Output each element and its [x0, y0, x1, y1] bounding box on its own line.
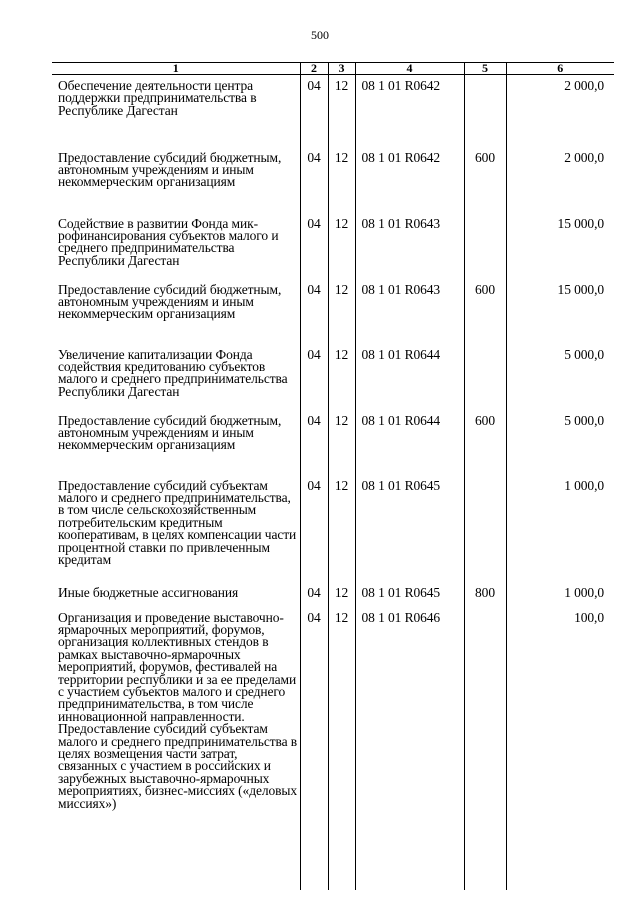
row-section: 04	[300, 582, 328, 607]
empty-cell	[355, 852, 464, 890]
row-amount: 1 000,0	[506, 475, 614, 582]
row-target-article: 08 1 01 R0643	[355, 279, 464, 344]
header-col-4: 4	[355, 63, 464, 75]
row-name: Иные бюджетные ассигнования	[58, 584, 239, 600]
header-col-3: 3	[328, 63, 355, 75]
row-expense-type	[464, 75, 506, 147]
row-section: 04	[300, 410, 328, 475]
row-target-article: 08 1 01 R0646	[355, 607, 464, 852]
row-section: 04	[300, 75, 328, 147]
empty-cell	[464, 852, 506, 890]
header-col-2: 2	[300, 63, 328, 75]
row-subsection: 12	[328, 279, 355, 344]
table-row	[52, 75, 614, 147]
row-name: Содействие в развитии Фонда микрофинансирования субъектов малого и среднего предпринимательства Республики Дагестан	[58, 215, 279, 268]
header-col-6: 6	[506, 63, 614, 75]
budget-table	[52, 62, 614, 890]
table-row	[52, 475, 614, 582]
row-subsection: 12	[328, 213, 355, 279]
row-expense-type	[464, 213, 506, 279]
table-row	[52, 279, 614, 344]
row-subsection: 12	[328, 75, 355, 147]
table-row	[52, 147, 614, 213]
page-number: 500	[311, 28, 329, 42]
row-section: 04	[300, 279, 328, 344]
row-amount: 5 000,0	[506, 410, 614, 475]
row-expense-type	[464, 344, 506, 410]
row-section: 04	[300, 607, 328, 852]
row-amount: 5 000,0	[506, 344, 614, 410]
row-target-article: 08 1 01 R0645	[355, 475, 464, 582]
row-target-article: 08 1 01 R0642	[355, 75, 464, 147]
row-amount: 100,0	[506, 607, 614, 852]
row-section: 04	[300, 475, 328, 582]
table-header-row	[52, 63, 614, 75]
row-expense-type	[464, 607, 506, 852]
table-row	[52, 607, 614, 852]
row-amount: 1 000,0	[506, 582, 614, 607]
row-amount: 15 000,0	[506, 279, 614, 344]
row-section: 04	[300, 147, 328, 213]
row-amount: 2 000,0	[506, 147, 614, 213]
row-amount: 2 000,0	[506, 75, 614, 147]
row-target-article: 08 1 01 R0642	[355, 147, 464, 213]
row-section: 04	[300, 213, 328, 279]
empty-cell	[300, 852, 328, 890]
row-expense-type: 600	[464, 279, 506, 344]
row-subsection: 12	[328, 147, 355, 213]
row-subsection: 12	[328, 475, 355, 582]
table-row	[52, 410, 614, 475]
row-target-article: 08 1 01 R0644	[355, 410, 464, 475]
row-subsection: 12	[328, 607, 355, 852]
row-name: Предоставление субсидий бюджетным, автономным учреждениям и иным некоммерческим организациям	[58, 149, 282, 190]
row-expense-type	[464, 475, 506, 582]
row-amount: 15 000,0	[506, 213, 614, 279]
header-col-5: 5	[464, 63, 506, 75]
empty-cell	[52, 852, 300, 890]
row-name: Предоставление субсидий бюджетным, автономным учреждениям и иным некоммерческим организациям	[58, 281, 282, 322]
table-row	[52, 213, 614, 279]
table-row	[52, 344, 614, 410]
row-name: Организация и проведение выставочно-ярмарочных мероприятий, форумов, организация коллективных стендов в рамках выставочно-ярмарочных мероприятий, форумов, фестивалей на территории республики и за ее пределами с участием субъектов малого и среднего предпринимательства, в том числе инновационной направленности. Предоставление субсидий субъектам малого и среднего предпринимательства в целях возмещения части затрат, связанных с участием в российских и зарубежных выставочно-ярмарочных мероприятиях, бизнес-миссиях («деловых миссиях»)	[58, 609, 298, 811]
row-name: Предоставление субсидий бюджетным, автономным учреждениям и иным некоммерческим организациям	[58, 412, 282, 453]
row-expense-type: 600	[464, 410, 506, 475]
row-subsection: 12	[328, 410, 355, 475]
row-expense-type: 600	[464, 147, 506, 213]
empty-cell	[328, 852, 355, 890]
row-name: Обеспечение деятельности центра поддержки предпринимательства в Республике Дагестан	[58, 78, 257, 118]
table-body	[52, 75, 614, 890]
table-continuation-row	[52, 852, 614, 890]
row-expense-type: 800	[464, 582, 506, 607]
row-name: Предоставление субсидий субъектам малого и среднего предпринимательства, в том числе сельскохозяйственным потребительским кредитным кооперативам, в целях компенсации части процентной ставки по привлеченным кредитам	[58, 477, 297, 567]
empty-cell	[506, 852, 614, 890]
row-target-article: 08 1 01 R0643	[355, 213, 464, 279]
row-subsection: 12	[328, 582, 355, 607]
header-col-1: 1	[52, 63, 300, 75]
row-section: 04	[300, 344, 328, 410]
row-subsection: 12	[328, 344, 355, 410]
row-target-article: 08 1 01 R0645	[355, 582, 464, 607]
table-row	[52, 582, 614, 607]
row-target-article: 08 1 01 R0644	[355, 344, 464, 410]
row-name: Увеличение капитализации Фонда содействия кредитованию субъектов малого и среднего предпринимательства Республики Дагестан	[58, 346, 288, 399]
